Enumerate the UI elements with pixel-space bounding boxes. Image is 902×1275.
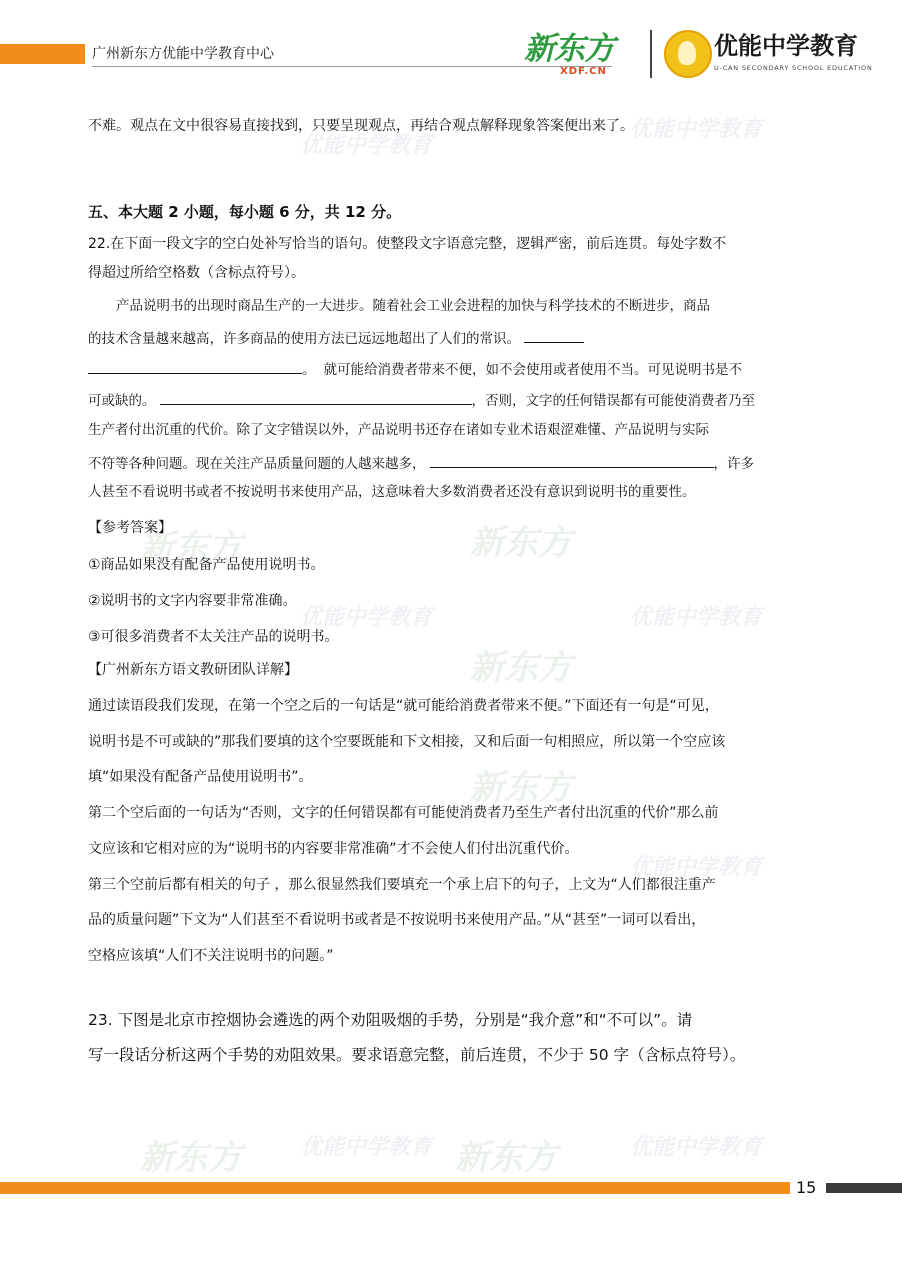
watermark-logo: 优能中学教育	[630, 855, 763, 880]
explain-line: 第二个空后面的一句话为“否则，文字的任何错误都有可能使消费者乃至生产者付出沉重的代价”那么前	[88, 805, 719, 821]
header-accent-bar	[0, 44, 85, 64]
explain-line: 第三个空前后都有相关的句子 ，那么很显然我们要填充一个承上启下的句子，上文为“人们都很注重产	[88, 877, 716, 893]
footer-dark-bar	[826, 1183, 902, 1193]
passage-text: ，许多	[713, 456, 754, 472]
passage-text: 的技术含量越来越高，许多商品的使用方法已远远地超出了人们的常识。	[88, 331, 520, 347]
explain-label: 【广州新东方语文教研团队详解】	[88, 662, 298, 678]
ucan-logo	[664, 28, 874, 80]
explain-line: 品的质量问题”下文为“人们甚至不看说明书或者是不按说明书来使用产品。”从“甚至”一词可以看出，	[88, 912, 706, 928]
header-title: 广州新东方优能中学教育中心	[92, 46, 274, 62]
watermark-logo: 优能中学教育	[630, 117, 763, 142]
watermark-logo: 优能中学教育	[300, 133, 433, 158]
xdf-logo-domain: XDF.CN	[560, 66, 607, 77]
passage-line: 生产者付出沉重的代价。除了文字错误以外，产品说明书还存在诸如专业术语艰涩难懂、产品说明与实际	[88, 422, 709, 438]
watermark-logo: 优能中学教育	[300, 605, 433, 630]
passage-line	[88, 388, 755, 411]
watermark-logo: 优能中学教育	[300, 1135, 433, 1160]
answer-item: ①商品如果没有配备产品使用说明书。	[88, 557, 325, 573]
answer-blank-2[interactable]	[160, 388, 472, 405]
watermark-logo: 新东方	[455, 1138, 557, 1178]
answer-label: 【参考答案】	[88, 520, 172, 536]
watermark-logo: 新东方	[470, 768, 572, 808]
watermark-logo: 新东方	[470, 648, 572, 688]
passage-text: 就可能给消费者带来不便，如不会使用或者使用不当。可见说明书是不	[323, 362, 742, 378]
passage-punct: 。	[302, 362, 316, 378]
passage-line: 产品说明书的出现时商品生产的一大进步。随着社会工业会进程的加快与科学技术的不断进步，商品	[116, 298, 710, 314]
passage-line: 人甚至不看说明书或者不按说明书来使用产品，这意味着大多数消费者还没有意识到说明书的重要性。	[88, 484, 696, 500]
passage-line	[88, 326, 584, 349]
explain-line: 填“如果没有配备产品使用说明书”。	[88, 769, 313, 785]
intro-line: 不难。观点在文中很容易直接找到，只要呈现观点，再结合观点解释现象答案便出来了。	[88, 118, 634, 134]
passage-line	[88, 451, 754, 474]
footer-accent-bar	[0, 1182, 790, 1194]
q23-line: 写一段话分析这两个手势的劝阻效果。要求语意完整，前后连贯，不少于 50 字（含标点符号）。	[88, 1046, 746, 1064]
explain-line: 通过读语段我们发现，在第一个空之后的一句话是“就可能给消费者带来不便。”下面还有一句是“可见，	[88, 698, 719, 714]
logo-separator	[650, 30, 652, 78]
passage-text: 不符等各种问题。现在关注产品质量问题的人越来越多，	[88, 456, 426, 472]
xdf-logo-text: 新东方	[524, 31, 614, 67]
watermark-logo: 新东方	[140, 1138, 242, 1178]
answer-blank-1b[interactable]	[88, 357, 302, 374]
explain-line: 说明书是不可或缺的”那我们要填的这个空要既能和下文相接，又和后面一句相照应，所以第一个空应该	[88, 734, 726, 750]
ucan-logo-english: U-CAN SECONDARY SCHOOL EDUCATION	[714, 64, 873, 72]
answer-item: ②说明书的文字内容要非常准确。	[88, 593, 297, 609]
xdf-logo	[524, 30, 639, 80]
passage-text: 可或缺的。	[88, 393, 156, 409]
q22-prompt-line: 22.在下面一段文字的空白处补写恰当的语句。使整段文字语意完整，逻辑严密，前后连贯。每处字数不	[88, 236, 727, 252]
answer-blank-1a[interactable]	[524, 326, 584, 343]
q22-prompt-line: 得超过所给空格数（含标点符号）。	[88, 265, 305, 281]
explain-line: 文应该和它相对应的为“说明书的内容要非常准确”才不会使人们付出沉重代价。	[88, 841, 579, 857]
section-heading: 五、本大题 2 小题，每小题 6 分，共 12 分。	[88, 203, 402, 221]
explain-line: 空格应该填“人们不关注说明书的问题。”	[88, 948, 334, 964]
watermark-logo: 新东方	[140, 528, 242, 568]
watermark-logo: 优能中学教育	[630, 605, 763, 630]
passage-line	[88, 357, 742, 380]
watermark-logo: 新东方	[470, 523, 572, 563]
q23-line: 23. 下图是北京市控烟协会遴选的两个劝阻吸烟的手势，分别是“我介意”和“不可以”。请	[88, 1011, 693, 1029]
answer-blank-3[interactable]	[430, 451, 714, 468]
passage-text: ，否则，文字的任何错误都有可能使消费者乃至	[471, 393, 755, 409]
watermark-logo: 优能中学教育	[630, 1135, 763, 1160]
ucan-badge-icon	[664, 30, 712, 78]
answer-item: ③可很多消费者不太关注产品的说明书。	[88, 629, 339, 645]
page-number: 15	[796, 1178, 817, 1197]
ucan-logo-text: 优能中学教育	[714, 32, 858, 60]
